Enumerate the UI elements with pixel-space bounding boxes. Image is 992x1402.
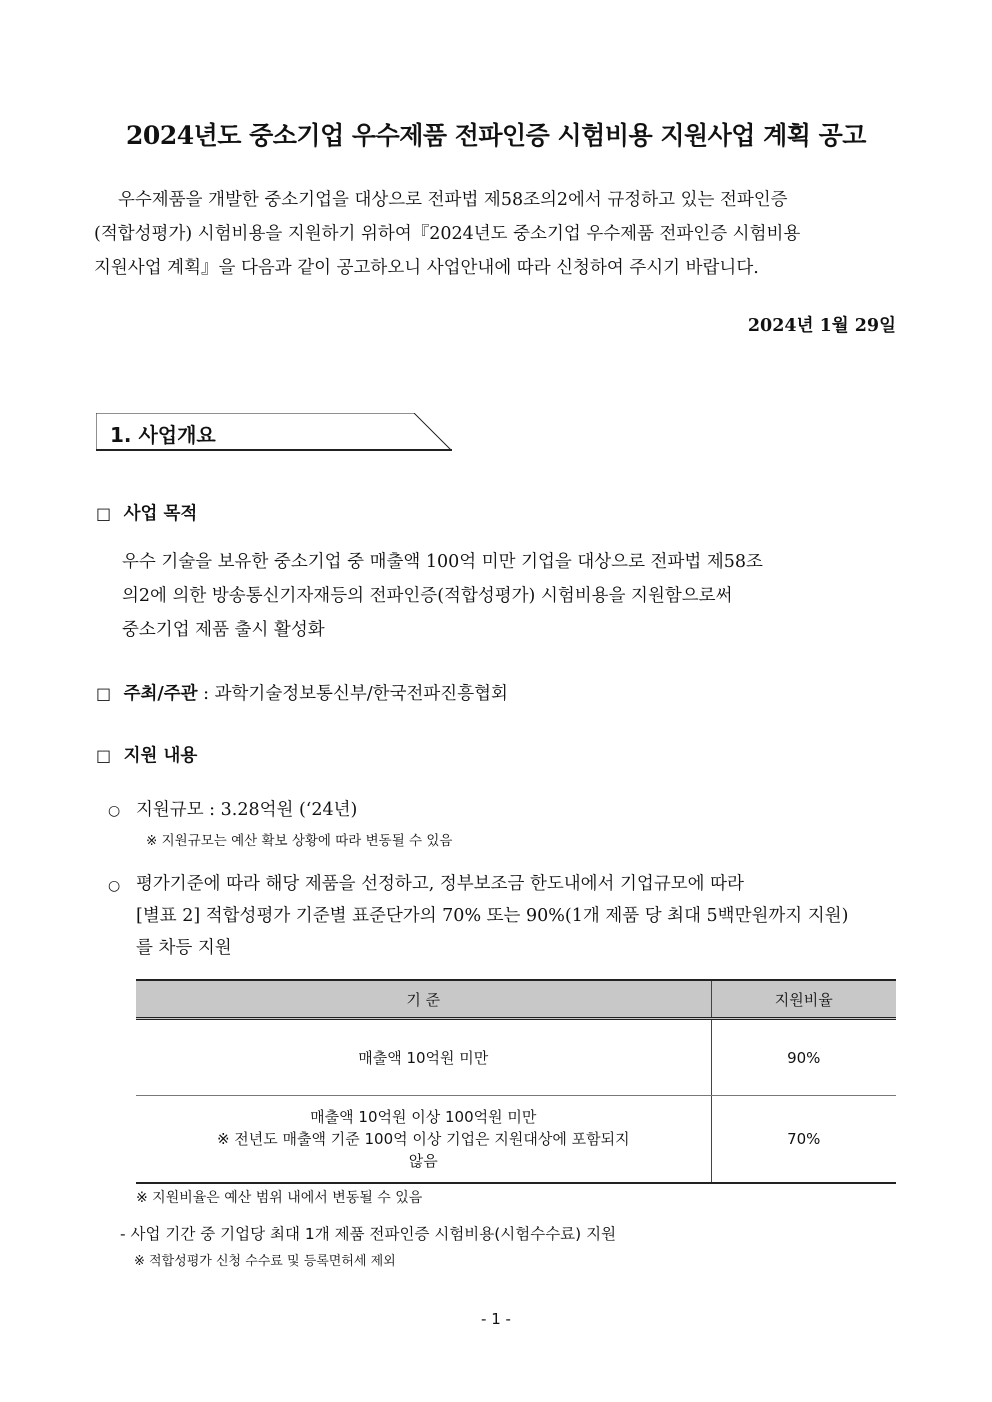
square-bullet-icon: □ <box>96 504 112 523</box>
intro-line: 우수제품을 개발한 중소기업을 대상으로 전파법 제58조의2에서 규정하고 있는 전파인증 <box>118 190 788 210</box>
criteria-text: 않음 <box>408 1151 438 1170</box>
table-header-rate: 지원비율 <box>711 980 896 1019</box>
host-label: 주최/주관 <box>123 684 198 704</box>
host-separator: : <box>197 684 215 704</box>
square-bullet-icon: □ <box>96 684 112 703</box>
criteria-text: 매출액 10억원 이상 100억원 미만 <box>310 1107 537 1126</box>
table-row <box>136 1019 896 1096</box>
criteria-line: 를 차등 지원 <box>136 938 232 958</box>
intro-paragraph <box>94 183 896 285</box>
table-cell-rate: 70% <box>711 1096 896 1183</box>
section-heading-box <box>96 413 452 451</box>
host-value: 과학기술정보통신부/한국전파진흥협회 <box>214 684 508 704</box>
section-heading: 1. 사업개요 <box>110 423 216 447</box>
table-header-criteria: 기 준 <box>136 980 711 1019</box>
support-scale-row <box>108 796 357 821</box>
support-heading-row <box>96 742 197 767</box>
support-scale: 지원규모 : 3.28억원 (‘24년) <box>136 800 358 820</box>
purpose-line: 우수 기술을 보유한 중소기업 중 매출액 100억 미만 기업을 대상으로 전파법 제58조 <box>122 552 763 572</box>
square-bullet-icon: □ <box>96 746 112 765</box>
criteria-line: [별표 2] 적합성평가 기준별 표준단가의 70% 또는 90%(1개 제품 당 최대 5백만원까지 지원) <box>136 906 849 926</box>
purpose-heading-row <box>96 500 197 525</box>
table-cell-criteria <box>136 1019 711 1096</box>
document-title: 2024년도 중소기업 우수제품 전파인증 시험비용 지원사업 계획 공고 <box>126 121 866 150</box>
table-header-row <box>136 980 896 1019</box>
period-note: ※ 적합성평가 신청 수수료 및 등록면허세 제외 <box>134 1254 396 1269</box>
circle-bullet-icon: ○ <box>108 878 121 894</box>
criteria-line: 평가기준에 따라 해당 제품을 선정하고, 정부보조금 한도내에서 기업규모에 따라 <box>136 874 744 894</box>
criteria-text: ※ 전년도 매출액 기준 100억 이상 기업은 지원대상에 포함되지 <box>216 1129 630 1148</box>
support-scale-note: ※ 지원규모는 예산 확보 상황에 따라 변동될 수 있음 <box>146 833 453 849</box>
support-criteria-paragraph <box>108 868 898 964</box>
page-number: - 1 - <box>481 1310 511 1328</box>
table-row <box>136 1096 896 1183</box>
support-heading: 지원 내용 <box>123 746 198 766</box>
announcement-date: 2024년 1월 29일 <box>747 316 896 336</box>
circle-bullet-icon: ○ <box>108 803 121 819</box>
purpose-line: 의2에 의한 방송통신기자재등의 전파인증(적합성평가) 시험비용을 지원함으로써 <box>122 586 733 606</box>
purpose-heading: 사업 목적 <box>123 504 198 524</box>
support-rate-table <box>136 979 896 1184</box>
table-cell-rate: 90% <box>711 1019 896 1096</box>
purpose-line: 중소기업 제품 출시 활성화 <box>122 620 325 640</box>
intro-line: 지원사업 계획』을 다음과 같이 공고하오니 사업안내에 따라 신청하여 주시기 바랍니다. <box>94 258 759 278</box>
host-row <box>96 680 508 705</box>
criteria-text: 매출액 10억원 미만 <box>358 1049 489 1067</box>
table-cell-criteria <box>136 1096 711 1183</box>
purpose-paragraph <box>122 545 896 647</box>
table-note: ※ 지원비율은 예산 범위 내에서 변동될 수 있음 <box>136 1190 423 1206</box>
period-line: - 사업 기간 중 기업당 최대 1개 제품 전파인증 시험비용(시험수수료) 지원 <box>120 1225 617 1243</box>
intro-line: (적합성평가) 시험비용을 지원하기 위하여『2024년도 중소기업 우수제품 전파인증 시험비용 <box>94 224 801 244</box>
